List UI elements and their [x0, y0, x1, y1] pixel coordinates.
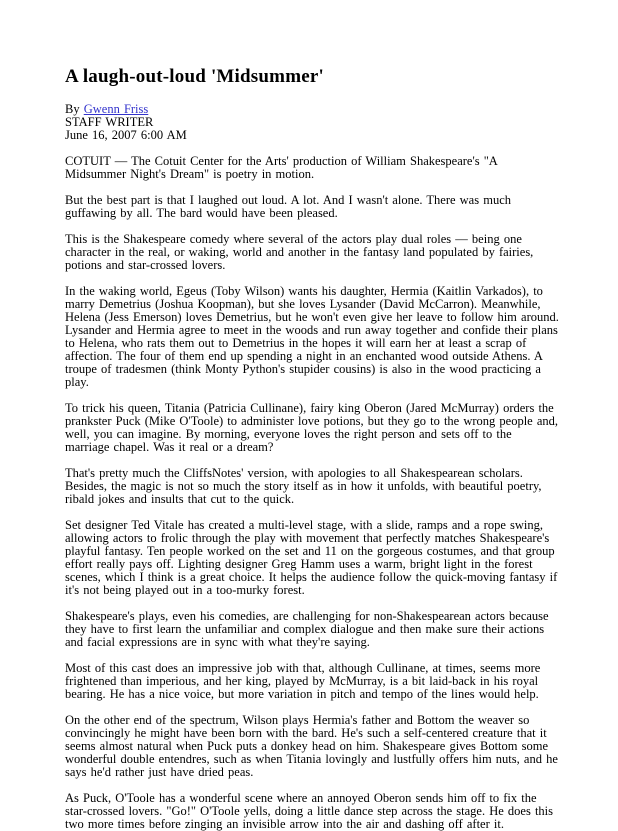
article-paragraph: That's pretty much the CliffsNotes' version, with apologies to all Shakespearean scholars. Besides, the magic is not so much the story itself as in how it unfolds, with beautiful poetry, ribald jokes and insults that cut to the quick.: [65, 466, 542, 506]
article-paragraph: Most of this cast does an impressive job with that, although Cullinane, at times, seems more frightened than imperious, and her king, played by McMurray, is a bit laid-back in his royal bearing. He has a nice voice, but more variation in pitch and tempo of the lines would help.: [65, 661, 541, 701]
article-paragraph: As Puck, O'Toole has a wonderful scene where an annoyed Oberon sends him off to fix the star-crossed lovers. "Go!" O'Toole yells, doing a little dance step across the stage. He does this two more times before zinging an invisible arrow into the air and dashing off after it.: [65, 791, 554, 831]
article-paragraph: But the best part is that I laughed out loud. A lot. And I wasn't alone. There was much guffawing by all. The bard would have been pleased.: [65, 193, 511, 220]
article-paragraph: Shakespeare's plays, even his comedies, are challenging for non-Shakespearean actors because they have to first learn the unfamiliar and complex dialogue and then make sure their actions and facial expressions are in sync with what they're saying.: [65, 609, 549, 649]
article-paragraph: To trick his queen, Titania (Patricia Cullinane), fairy king Oberon (Jared McMurray) orders the prankster Puck (Mike O'Toole) to administer love potions, but they go to the wrong people and, well, you can imagine. By morning, everyone loves the right person and sets off to the marriage chapel. Was it real or a dream?: [65, 401, 559, 454]
author-link[interactable]: Gwenn Friss: [83, 102, 149, 116]
page-title: A laugh-out-loud 'Midsummer': [65, 66, 324, 87]
article-date: June 16, 2007 6:00 AM: [65, 128, 187, 142]
byline-prefix: By: [65, 102, 84, 116]
article-paragraph: On the other end of the spectrum, Wilson plays Hermia's father and Bottom the weaver so convincingly he might have been born with the bard. He's such a self-centered creature that it seems almost natural when Puck puts a donkey head on him. Shakespeare gives Bottom some wonderful double entendres, such as when Titania lovingly and lustfully offers him nuts, and he says he'd rather just have dried peas.: [65, 713, 558, 779]
article-body: [65, 155, 560, 831]
article-paragraph: Set designer Ted Vitale has created a multi-level stage, with a slide, ramps and a rope swing, allowing actors to frolic through the play with movement that perfectly matches Shakespeare's playful fantasy. Ten people worked on the set and 11 on the gorgeous costumes, and that group effort really pays off. Lighting designer Greg Hamm uses a warm, bright light in the forest scenes, which I think is a great choice. It helps the audience follow the quick-moving fantasy if it's not being played out in a too-murky forest.: [65, 518, 558, 597]
article-paragraph: This is the Shakespeare comedy where several of the actors play dual roles — being one character in the real, or waking, world and another in the fantasy land populated by fairies, potions and star-crossed lovers.: [65, 232, 534, 272]
article-paragraph: In the waking world, Egeus (Toby Wilson) wants his daughter, Hermia (Kaitlin Varkados), to marry Demetrius (Joshua Koopman), but she loves Lysander (David McCarron). Meanwhile, Helena (Jess Emerson) loves Demetrius, but he won't even give her leave to follow him around. Lysander and Hermia agree to meet in the woods and run away together and confide their plans to Helena, who rats them out to Demetrius in the hopes it will earn her at least a scrap of affection. The four of them end up spending a night in an enchanted wood outside Athens. A troupe of tradesmen (think Monty Python's stupider cousins) is also in the wood practicing a play.: [65, 284, 559, 389]
staff-role: STAFF WRITER: [65, 115, 154, 129]
byline: [65, 103, 560, 142]
article-paragraph: COTUIT — The Cotuit Center for the Arts' production of William Shakespeare's "A Midsummer Night's Dream" is poetry in motion.: [65, 154, 498, 181]
